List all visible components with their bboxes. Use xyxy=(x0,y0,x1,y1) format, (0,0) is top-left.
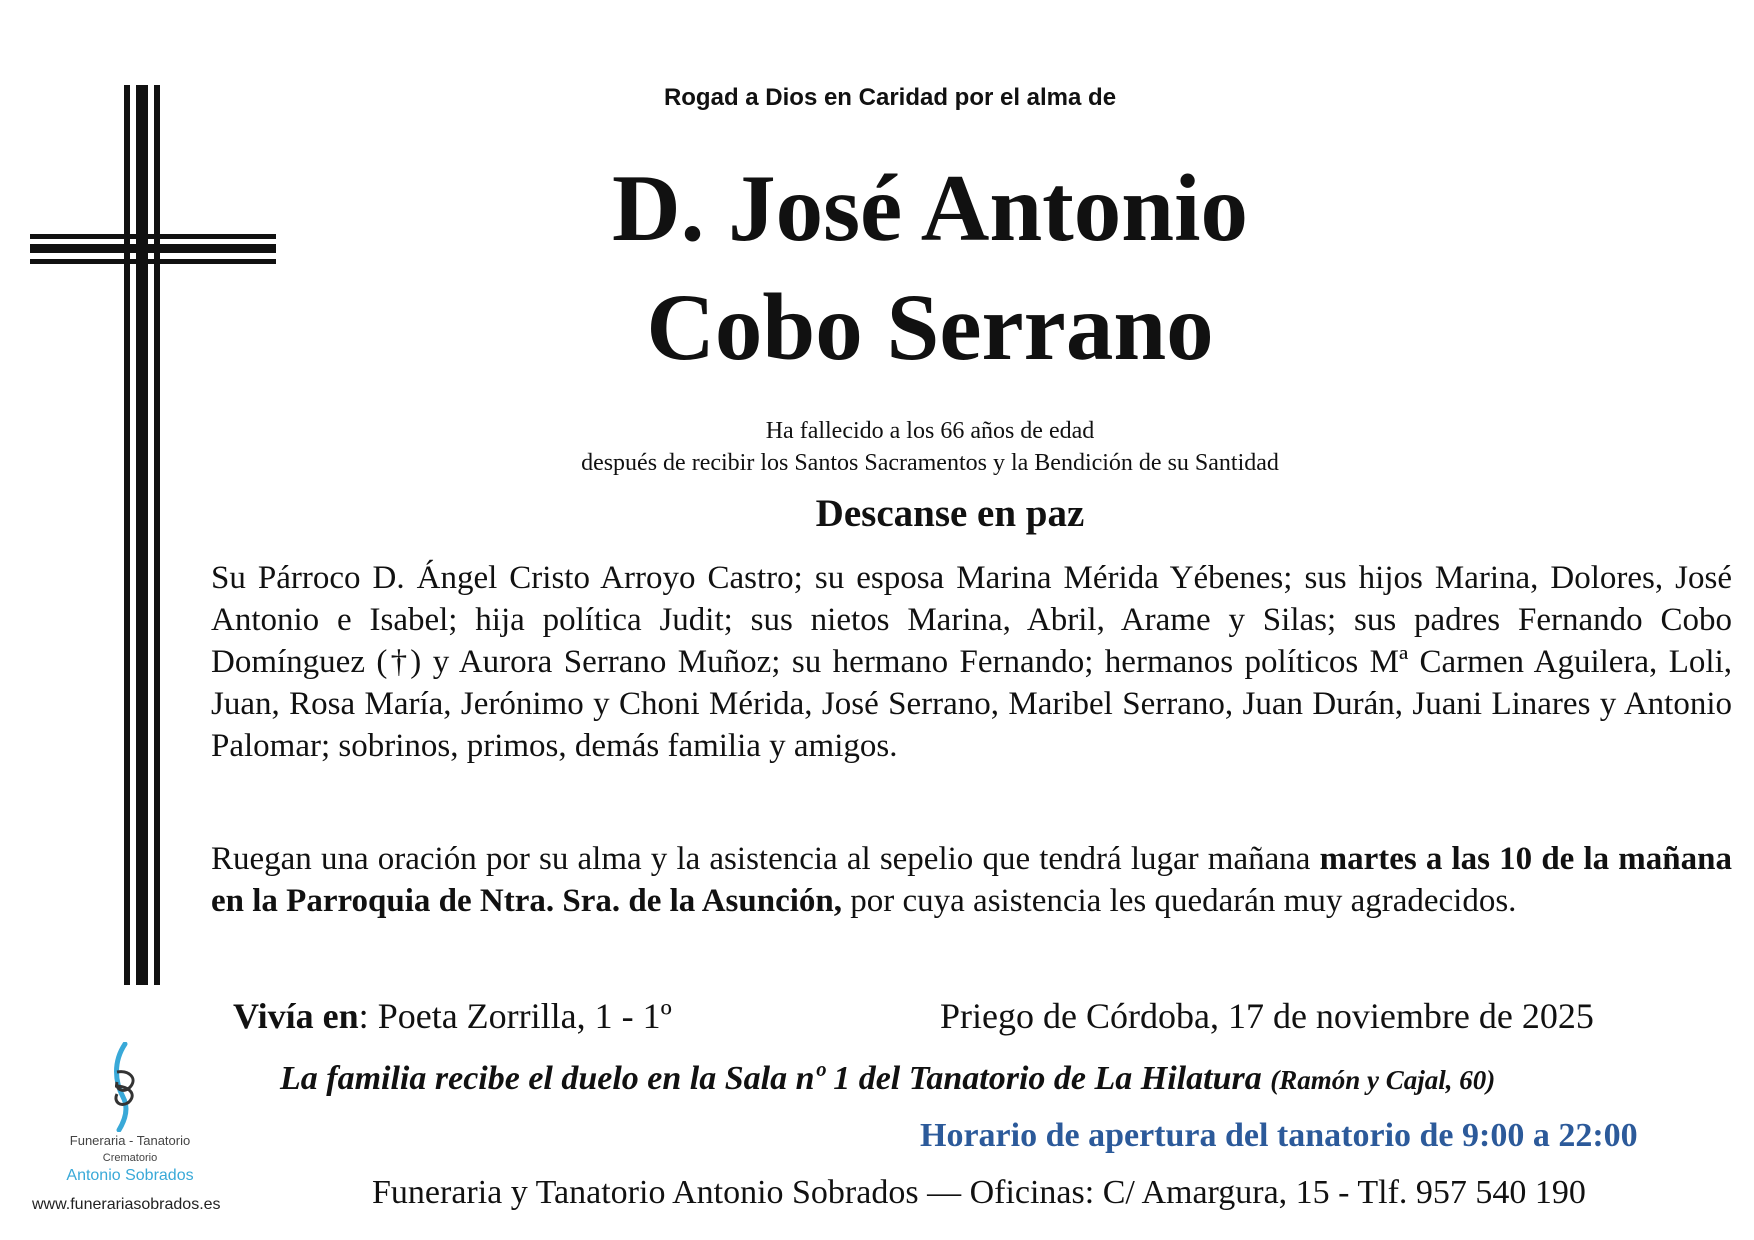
logo-line2: Crematorio xyxy=(102,1152,158,1164)
request-text-1: Ruegan una oración por su alma y la asistencia al sepelio que tendrá lugar mañana xyxy=(211,841,1320,877)
offices-info: Funeraria y Tanatorio Antonio Sobrados — Oficinas: C/ Amargura, 15 - Tlf. 957 540 190 xyxy=(372,1174,1586,1211)
funeral-request xyxy=(211,838,1732,922)
wake-address: (Ramón y Cajal, 60) xyxy=(1270,1065,1496,1095)
website-link[interactable]: www.funerariasobrados.es xyxy=(32,1196,221,1213)
residence-sep: : xyxy=(358,996,378,1036)
funeral-home-logo-icon xyxy=(95,1042,155,1132)
request-service-time: martes a las 10 de la mañana en la Parroquia de Ntra. Sra. de la Asunción, xyxy=(211,841,1732,919)
logo-line1: Funeraria - Tanatorio xyxy=(69,1133,191,1148)
family-paragraph: Su Párroco D. Ángel Cristo Arroyo Castro; su esposa Marina Mérida Yébenes; sus hijos Marina, Dolores, José Antonio e Isabel; hija política Judit; sus nietos Marina, Abril, Arame y Silas; sus padres Fernando Cobo Domínguez (†) y Aurora Serrano Muñoz; su hermano Fernando; hermanos políticos Mª Carmen Aguilera, Loli, Juan, Rosa María, Jerónimo y Choni Mérida, José Serrano, Maribel Serrano, Juan Durán, Juani Linares y Antonio Palomar; sobrinos, primos, demás familia y amigos. xyxy=(211,560,1732,764)
place-date: Priego de Córdoba, 17 de noviembre de 2025 xyxy=(940,996,1594,1036)
intro-text: Rogad a Dios en Caridad por el alma de xyxy=(663,84,1117,111)
logo-line3: Antonio Sobrados xyxy=(66,1167,194,1184)
residence xyxy=(233,995,672,1037)
request-text-2: por cuya asistencia les quedarán muy agradecidos. xyxy=(842,883,1517,919)
deceased-name-line2: Cobo Serrano xyxy=(646,274,1214,380)
residence-address: Poeta Zorrilla, 1 - 1º xyxy=(377,996,672,1036)
wake-text: La familia recibe el duelo en la Sala nº 1 del Tanatorio de La Hilatura xyxy=(280,1060,1271,1097)
age-line: Ha fallecido a los 66 años de edad xyxy=(765,418,1095,444)
opening-hours: Horario de apertura del tanatorio de 9:00 a 22:00 xyxy=(920,1117,1638,1154)
sacraments-line: después de recibir los Santos Sacramentos y la Bendición de su Santidad xyxy=(581,450,1279,476)
wake-info xyxy=(280,1060,1495,1098)
deceased-name-line1: D. José Antonio xyxy=(611,155,1249,261)
rest-in-peace: Descanse en paz xyxy=(815,492,1085,535)
death-details xyxy=(460,415,1400,479)
residence-label: Vivía en xyxy=(233,996,359,1036)
